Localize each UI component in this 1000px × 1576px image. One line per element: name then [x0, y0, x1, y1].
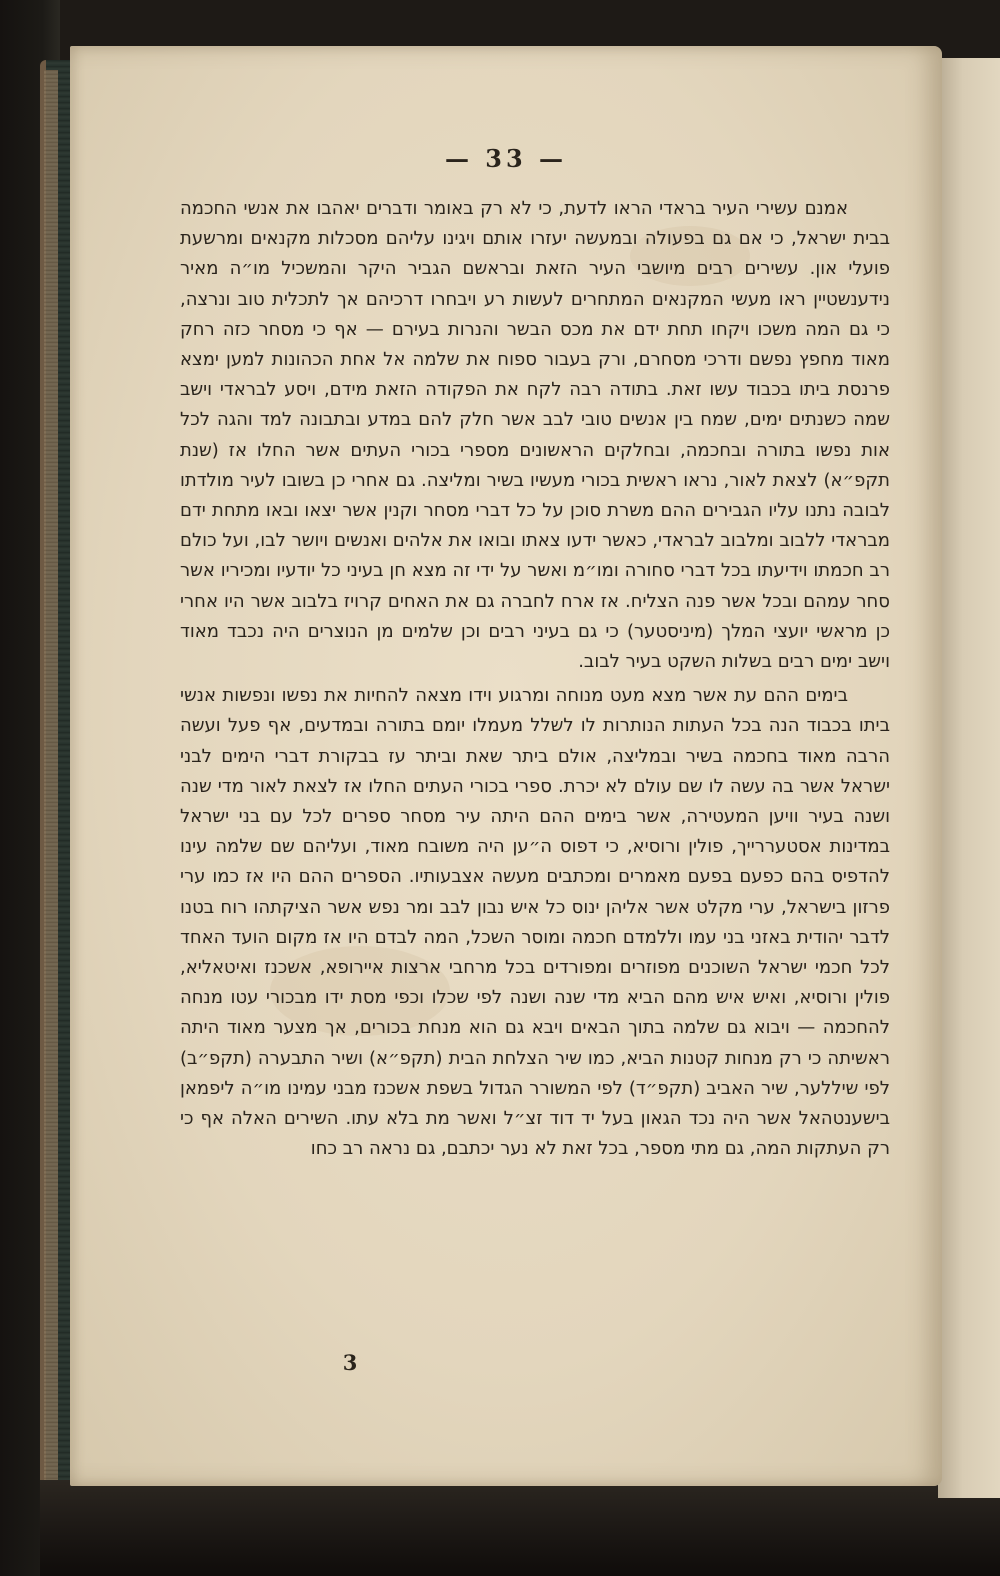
- facing-page-edge: [938, 58, 1000, 1498]
- paragraph-1: אמנם עשירי העיר בראדי הראו לדעת, כי לא רק באומר ודברים יאהבו את אנשי החכמה בבית ישראל, כי אם גם בפעולה ובמעשה יעזרו אותם ויגינו עליהם מסכלות מקנאים ומרשעת פועלי און. עשירים רבים מיושבי העיר הזאת ובראשם הגביר היקר והמשכיל מו״ה מאיר נידענשטיין ראו מעשי המקנאים המתחרים לעשות רע ויבחרו דרכיהם אך לתכלית טוב ונרצה, כי גם המה משכו ויקחו תחת ידם את מכס הבשר והנרות בעירם — אף כי מסחר כזה רחק מאוד מחפץ נפשם ודרכי מסחרם, ורק בעבור ספוח את שלמה אל אחת הכהונות למען ימצא פרנסת ביתו בכבוד עשו זאת. בתודה רבה לקח את הפקודה הזאת מידם, ויסע לבראדי וישב שמה כשנתים ימים, שמח בין אנשים טובי לבב אשר חלק להם במדע ובתבונה למד והגה לכל אות נפשו בתורה ובחכמה, ובחלקים הראשונים מספרי בכורי העתים אשר החלו אז (שנת תקפ״א) לצאת לאור, נראו ראשית בכורי מעשיו בשיר ומליצה. גם אחרי כן בשובו לעיר מולדתו לבובה נתנו עליו הגבירים ההם משרת סוכן על כל דברי מסחר וקנין אשר יצאו ובאו מתחת ידם מבראדי ללבוב ומלבוב לבראדי, כאשר ידעו צאתו ובואו את אלהים ואנשים ויושר לבו, ועל כולם רב חכמתו וידיעתו בכל דברי סחורה ומו״מ ואשר על ידי זה מצא חן בעיני כל יודעיו ומכיריו אשר סחר עמהם ובכל אשר פנה הצליח. אז ארח לחברה גם את האחים קרויז בלבוב אשר היו אחרי כן מראשי יועצי המלך (מיניסטער) כי גם בעיני רבים וכן שלמים מן הנוצרים היה נכבד מאוד וישב ימים רבים בשלות השקט בעיר לבוב.: [180, 198, 890, 673]
- bottom-shadow: [40, 1480, 1000, 1576]
- cover-frayed-edge: [44, 70, 58, 1490]
- book-page: [70, 46, 942, 1486]
- page-number: — 33 —: [444, 144, 568, 173]
- signature-mark: 3: [342, 1350, 358, 1375]
- paragraph-2: בימים ההם עת אשר מצא מעט מנוחה ומרגוע וידו מצאה להחיות את נפשו ונפשות אנשי ביתו בכבוד הנה בכל העתות הנותרות לו לשלל מעמלו יומם בתורה ובמדעים, אף פעל ועשה הרבה מאוד בחכמה בשיר ובמליצה, אולם ביתר שאת וביתר עז בבקורת דברי הימים לבני ישראל אשר בה עשה לו שם עולם לא יכרת. ספרי בכורי העתים החלו אז לצאת לאור מדי שנה ושנה בעיר וויען המעטירה, אשר בימים ההם היתה עיר מסחר ספרים לכל עם בני ישראל במדינות אסטעררייך, פולין ורוסיא, כי דפוס ה״ען היה משובח מאוד, ועליהם שם שלמה עינו להדפיס בהם כפעם בפעם מאמרים ומכתבים מעשה אצבעותיו. הספרים ההם היו אז כמו ערי פרזון בישראל, ערי מקלט אשר אליהן ינוס כל איש נבון לבב ומר נפש אשר הציקתהו רוח בטנו לדבר יהודית באזני בני עמו וללמדם חכמה ומוסר השכל, המה לבדם היו אז מקום הועד האחד לכל חכמי ישראל השוכנים מפוזרים ומפורדים בכל מרחבי ארצות איירופא, אשכנז ואיטאליא, פולין ורוסיא, ואיש איש מהם הביא מדי שנה ושנה לפי שכלו וכפי מסת ידו מבכורי עטו מנחה להחכמה — ויבוא גם שלמה בתוך הבאים ויבא גם הוא מנחת בכורים, אך מצער מאוד היתה ראשיתה כי רק מנחות קטנות הביא, כמו שיר הצלחת הבית (תקפ״א) ושיר התבערה (תקפ״ב) לפי שיללער, שיר האביב (תקפ״ד) לפי המשורר הגדול בשפת אשכנז מבני עמינו מו״ה ליפמאן בישענטהאל אשר היה נכד הגאון בעל יד דוד זצ״ל ואשר מת בלא עתו. השירים האלה אף כי רק העתקות המה, גם מתי מספר, בכל זאת לא נער יכתבם, גם נראה רב כחו: [180, 685, 890, 1160]
- hebrew-text-body: [180, 194, 890, 1165]
